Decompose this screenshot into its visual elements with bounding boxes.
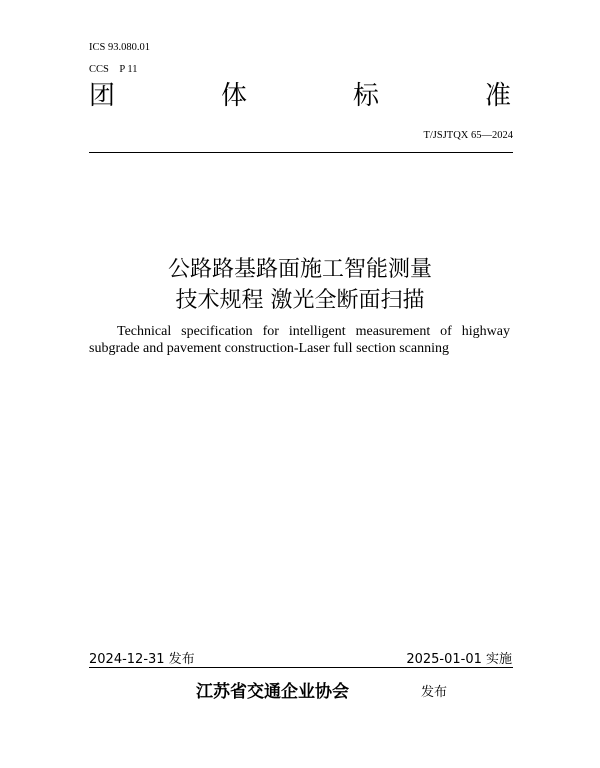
title-english-text: Technical specification for intelligent measurement of highway subgrade and pavement construction-Laser full section scanning	[89, 324, 510, 356]
title-chinese-line-1: 公路路基路面施工智能测量	[167, 257, 432, 282]
implementation-date: 2025-01-01 实施	[406, 652, 512, 667]
footer-divider	[89, 667, 513, 668]
document-number: T/JSJTQX 65—2024	[423, 130, 513, 141]
standard-type-char: 标	[352, 81, 379, 111]
standard-type-char: 团	[89, 81, 116, 111]
publishing-organization: 江苏省交通企业协会	[196, 682, 349, 702]
title-english	[89, 323, 510, 357]
standard-type-char: 体	[220, 81, 247, 111]
title-chinese-line-2: 技术规程 激光全断面扫描	[175, 288, 425, 313]
header-divider	[89, 152, 513, 153]
ccs-code: CCS P 11	[89, 64, 138, 75]
ics-code: ICS 93.080.01	[89, 42, 150, 53]
publish-label: 发布	[421, 685, 448, 700]
standard-type	[89, 80, 511, 112]
standard-type-char: 准	[484, 81, 511, 111]
issue-date: 2024-12-31 发布	[89, 652, 195, 667]
